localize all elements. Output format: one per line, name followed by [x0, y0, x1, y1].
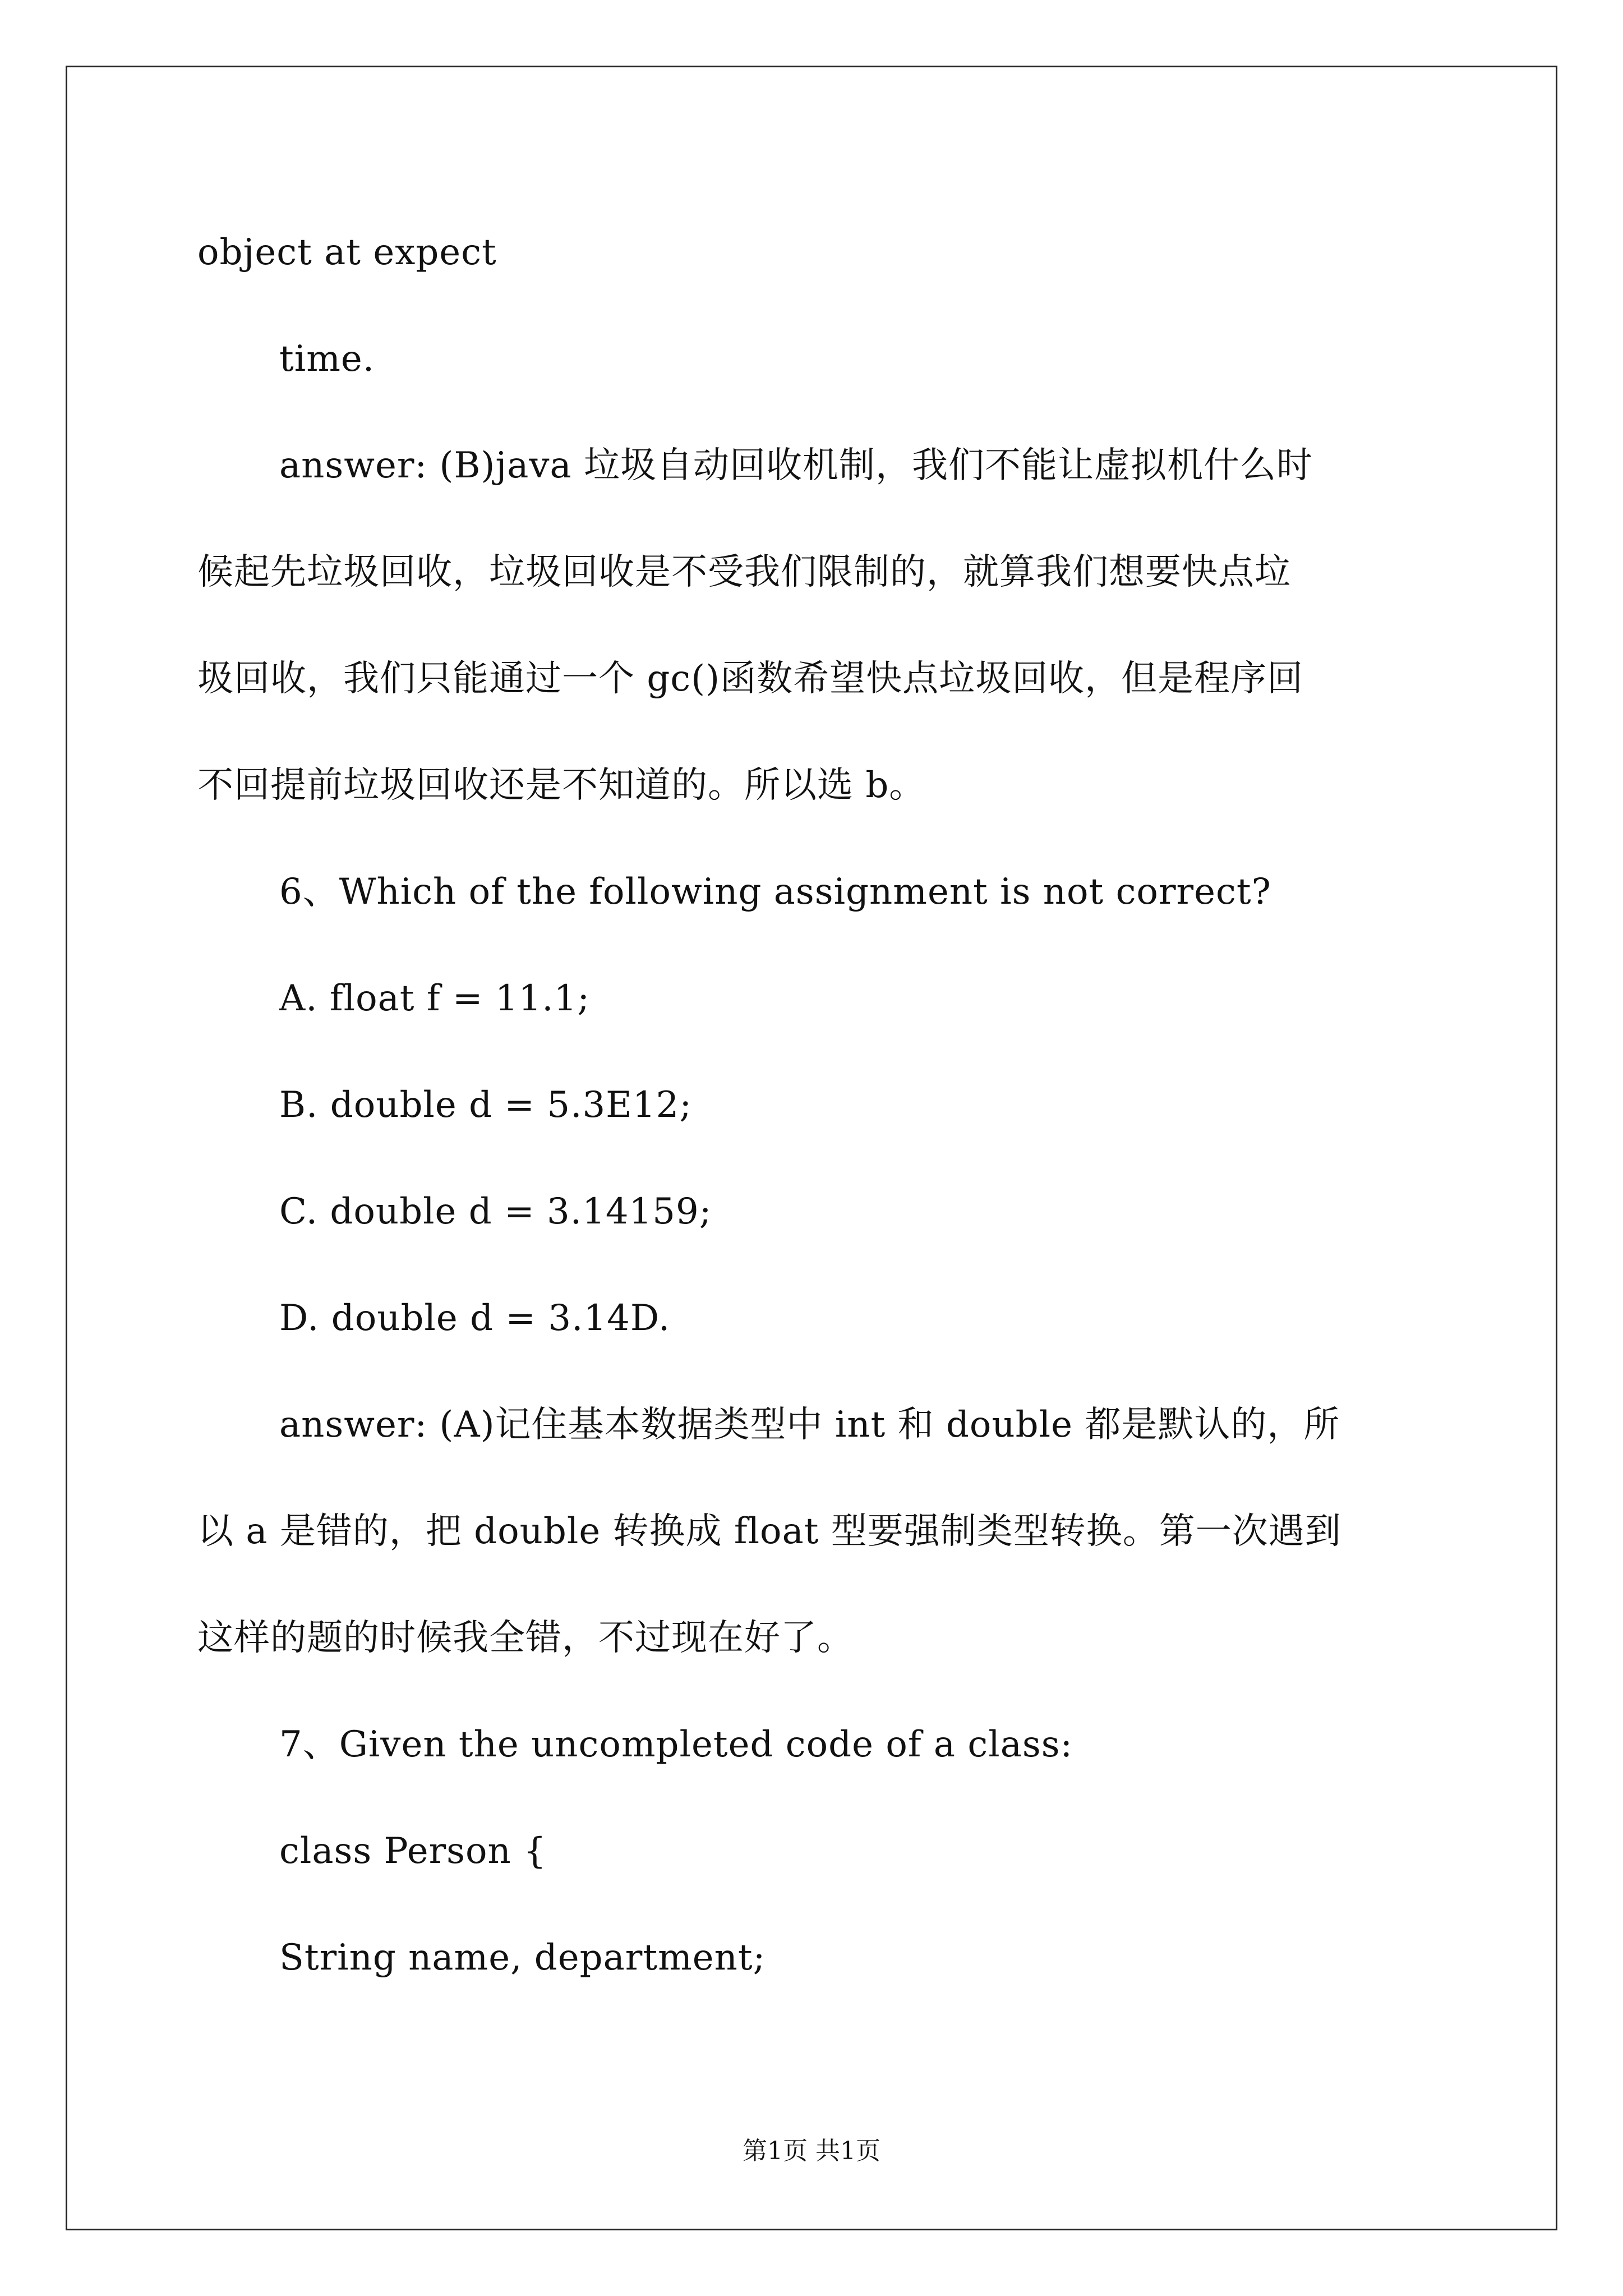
text-line-2: time.: [279, 338, 375, 380]
code-line-1: class Person {: [279, 1830, 547, 1872]
text-line-1: object at expect: [197, 232, 497, 273]
option-b: B. double d = 5.3E12;: [279, 1084, 692, 1126]
question-6-heading: 6、Which of the following assignment is not correct?: [279, 871, 1271, 913]
text-line-6: 不回提前垃圾回收还是不知道的。所以选 b。: [197, 765, 926, 806]
option-d: D. double d = 3.14D.: [279, 1297, 671, 1339]
question-7-heading: 7、Given the uncompleted code of a class:: [279, 1724, 1073, 1765]
option-c: C. double d = 3.14159;: [279, 1191, 712, 1232]
answer-6-line-1: answer: (A)记住基本数据类型中 int 和 double 都是默认的，所: [279, 1404, 1340, 1446]
text-line-4: 候起先垃圾回收，垃圾回收是不受我们限制的，就算我们想要快点垃: [197, 551, 1291, 593]
code-line-2: String name, department;: [279, 1937, 766, 1978]
answer-6-line-2: 以 a 是错的，把 double 转换成 float 型要强制类型转换。第一次遇到: [197, 1511, 1341, 1552]
answer-6-line-3: 这样的题的时候我全错，不过现在好了。: [197, 1617, 854, 1659]
page-footer: 第1页 共1页: [743, 2137, 880, 2165]
text-line-3: answer: (B)java 垃圾自动回收机制，我们不能让虚拟机什么时: [279, 445, 1313, 486]
text-line-5: 圾回收，我们只能通过一个 gc()函数希望快点垃圾回收，但是程序回: [197, 658, 1304, 700]
option-a: A. float f = 11.1;: [279, 978, 590, 1019]
